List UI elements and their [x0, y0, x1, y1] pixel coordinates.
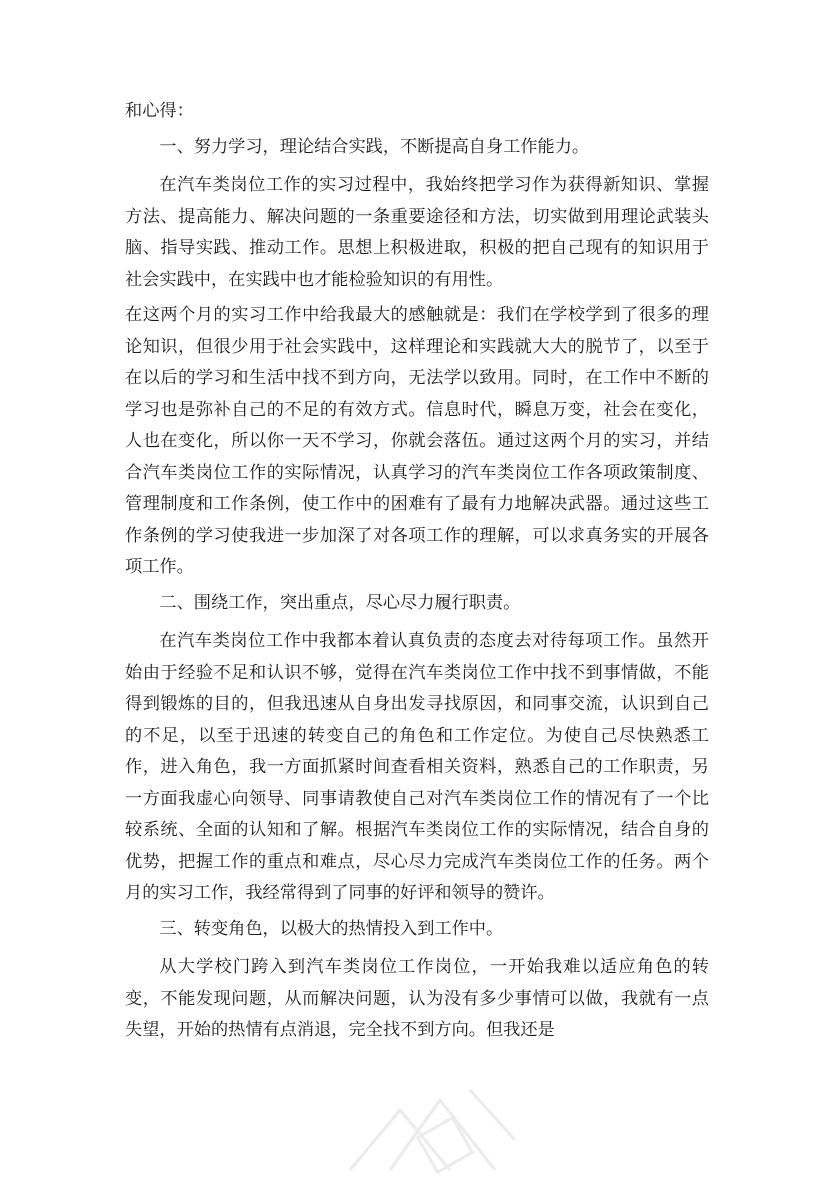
paragraph-role-change: 从大学校门跨入到汽车类岗位工作岗位，一开始我难以适应角色的转变，不能发现问题，从而解决问题，认为没有多少事情可以做，我就有一点失望，开始的热情有点消退，完全找不到方向。但我还是 — [125, 957, 709, 1040]
heading-section-one: 一、努力学习，理论结合实践，不断提高自身工作能力。 — [159, 136, 590, 157]
paragraph-duties: 在汽车类岗位工作中我都本着认真负责的态度去对待每项工作。虽然开始由于经验不足和认识不够，觉得在汽车类岗位工作中找不到事情做，不能得到锻炼的目的，但我迅速从自身出发寻找原因，和同事交流，认识到自己的不足，以至于迅速的转变自己的角色和工作定位。为使自己尽快熟悉工作，进入角色，我一方面抓紧时间查看相关资料，熟悉自己的工作职责，另一方面我虚心向领导、同事请教使自己对汽车类岗位工作的情况有了一个比较系统、全面的认知和了解。根据汽车类岗位工作的实际情况，结合自身的优势，把握工作的重点和难点，尽心尽力完成汽车类岗位工作的任务。两个月的实习工作，我经常得到了同事的好评和领导的赞许。 — [125, 631, 709, 903]
watermark-graphic — [330, 1070, 530, 1180]
heading-section-three: 三、转变角色，以极大的热情投入到工作中。 — [159, 918, 504, 939]
paragraph-learning: 在汽车类岗位工作的实习过程中，我始终把学习作为获得新知识、掌握方法、提高能力、解决问题的一条重要途径和方法，切实做到用理论武装头脑、指导实践、推动工作。思想上积极进取，积极的把自己现有的知识用于社会实践中，在实践中也才能检验知识的有用性。 — [125, 175, 709, 290]
paragraph-continuation: 和心得： — [125, 101, 194, 121]
paragraph-reflection: 在这两个月的实习工作中给我最大的感触就是：我们在学校学到了很多的理论知识，但很少用于社会实践中，这样理论和实践就大大的脱节了，以至于在以后的学习和生活中找不到方向，无法学以致用。同时，在工作中不断的学习也是弥补自己的不足的有效方式。信息时代，瞬息万变，社会在变化，人也在变化，所以你一天不学习，你就会落伍。通过这两个月的实习，并结合汽车类岗位工作的实际情况，认真学习的汽车类岗位工作各项政策制度、管理制度和工作条例，使工作中的困难有了最有力地解决武器。通过这些工作条例的学习使我进一步加深了对各项工作的理解，可以求真务实的开展各项工作。 — [125, 305, 709, 577]
heading-section-two: 二、围绕工作，突出重点，尽心尽力履行职责。 — [159, 592, 521, 613]
document-body — [125, 96, 709, 1047]
